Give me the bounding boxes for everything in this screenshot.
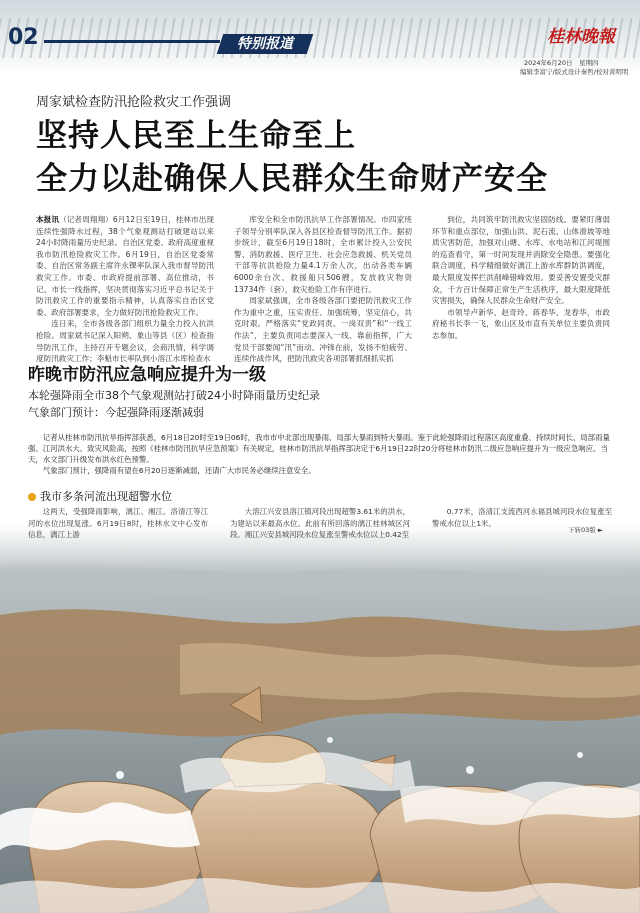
lead-reporter: （记者周翔翔）: [59, 215, 113, 224]
flood-response-deck-1: 本轮强降雨全市38个气象观测站打破24小时降雨量历史纪录: [28, 389, 320, 402]
paragraph: 到位，共同筑牢防汛救灾坚固防线。要紧盯薄弱环节和重点部位，加强山洪、泥石流、山体滑坡等地质灾害防范，加强对山塘、水库、水电站和江河堤围的巡查看守，第一时间发现并消除安全隐患。要强化联合调度，科学精细做好漓江上游水库群防洪调度，最大限度发挥拦洪削峰错峰效用。要妥善安置受灾群众，千方百计保障正常生产生活秩序，最大限度降低灾害损失，确保人民群众生命财产安全。: [432, 215, 610, 306]
lead-text: 6月12日至19日，桂林市出现连续性强降水过程，38个气象观测站打破建站以来24小时降雨量历史纪录。自治区党委、政府高度重视我市防汛抢险救灾工作。6月19日，自治区党委常委、自治区常务副主席许永锞率队深入我市督导防汛救灾工作。市委、市政府提前部署、高位推动，书记、市长一线指挥，坚决贯彻落实习近平总书记关于防汛救灾工作的重要指示精神，认真落实自治区党委、政府部署要求，全力做好防汛抢险救灾工作。: [36, 215, 215, 317]
header-wave-texture: [0, 18, 640, 58]
continued-text: 下转03版: [568, 526, 596, 534]
paragraph: 0.77米，洛清江支流西河永福县城河段水位复涨至警戒水位以上1米。: [432, 507, 612, 528]
river-headline-text: 我市多条河流出现超警水位: [40, 490, 172, 503]
publication-date: 2024年6月20日 星期四: [524, 59, 599, 67]
page-number: 02: [8, 25, 39, 50]
article-column-3: [432, 214, 610, 342]
section-tag: [217, 34, 313, 54]
header-rule: [44, 40, 220, 43]
river-column-2: [230, 506, 410, 541]
paragraph: 记者从桂林市防汛抗旱指挥部获悉，6月18日20时至19日06时，我市市中北部出现暴雨、局部大暴雨到特大暴雨。鉴于此轮强降雨过程落区高度重叠、持续时间长、局部雨量强、江河洪水大、致灾风险高，按照《桂林市防汛抗旱应急预案》有关规定，桂林市防汛抗旱指挥部决定于6月19日22时20分将桂林市防汛二级应急响应提升为一级应急响应。当天，水文部门升级发布洪水红色预警。: [28, 433, 610, 464]
paragraph: 库安全和全市防汛抗旱工作部署情况。市四家班子领导分别率队深入各县区检查督导防汛工作。据初步统计，截至6月19日18时，全市累计投入公安民警、消防救援、医疗卫生、社会应急救援、机关党员干部等抗洪抢险力量4.1万余人次，出动各类车辆6000余台次、救援船只506艘，发放救灾物资13734件（套），救灾抢险工作有序进行。: [234, 215, 412, 294]
bullet-dot-icon: [28, 493, 36, 501]
article-column-1: [36, 214, 214, 365]
flood-response-deck-2: 气象部门预计：今起强降雨逐渐减弱: [28, 406, 204, 419]
paragraph: 气象部门预计，强降雨有望在6月20日逐渐减弱，还请广大市民务必继续注意安全。: [42, 466, 316, 475]
lead-paragraph: [36, 214, 214, 318]
flood-response-notice: [28, 432, 612, 476]
section-tag-label: 特别报道: [237, 36, 293, 52]
paragraph: 周家斌强调，全市各级各部门要把防汛救灾工作作为重中之重，压实责任、加强统筹，坚定信心，共克时艰。严格落实“党政同责、一岗双责”和“一线工作法”，主要负责同志要深入一线、靠前指挥，广大党员干部要闻“汛”而动、冲锋在前，发扬不怕疲劳、连续作战作风，把防汛救灾各项部署抓细抓实抓: [234, 296, 412, 364]
headline-line-1: 坚持人民至上生命至上: [36, 118, 356, 154]
article-kicker: 周家斌检查防汛抢险救灾工作强调: [36, 95, 232, 110]
editor-credits: 编辑李富宁/版式设计秦哲/校对黄明明: [520, 68, 629, 76]
paragraph: 市领导卢新华、赵奇玲、蒋春华、龙春华，市政府秘书长李一飞，象山区及市直有关单位主要负责同志参加。: [432, 307, 610, 340]
article-column-2: [234, 214, 412, 365]
continue-arrow-icon: ►: [597, 526, 603, 534]
flood-sandbag-photo: [0, 525, 640, 913]
flood-response-headline: 昨晚市防汛应急响应提升为一级: [28, 365, 266, 385]
headline-line-2: 全力以赴确保人民群众生命财产安全: [36, 161, 548, 197]
paragraph: 大溶江兴安县溶江镇河段出现超警3.61米的洪水，为建站以来最高水位。此前有所回落的漓江桂林城区河段、湘江兴安县城河段水位复涨至警戒水位以上0.42至: [230, 507, 410, 539]
lead-tag: 本报讯: [36, 215, 60, 224]
river-section-headline: [28, 488, 172, 504]
newspaper-logo: 桂林晚報: [547, 27, 615, 47]
river-column-1: [28, 506, 208, 541]
paragraph: 这两天，受强降雨影响，漓江、湘江、洛清江等江河的水位出现复涨。6月19日8时，桂林水文中心发布信息，漓江上游: [28, 507, 208, 539]
paragraph: 连日来，全市各级各部门组织力量全力投入抗洪抢险。周家斌书记深入阳朔、象山等县（区）检查指导防汛工作，主持召开专题会议，会商汛情，科学调度防汛救灾工作；李魁市长率队到小溶江水库检查水: [36, 319, 214, 364]
continued-note: [568, 525, 603, 534]
page-header: [0, 0, 640, 76]
